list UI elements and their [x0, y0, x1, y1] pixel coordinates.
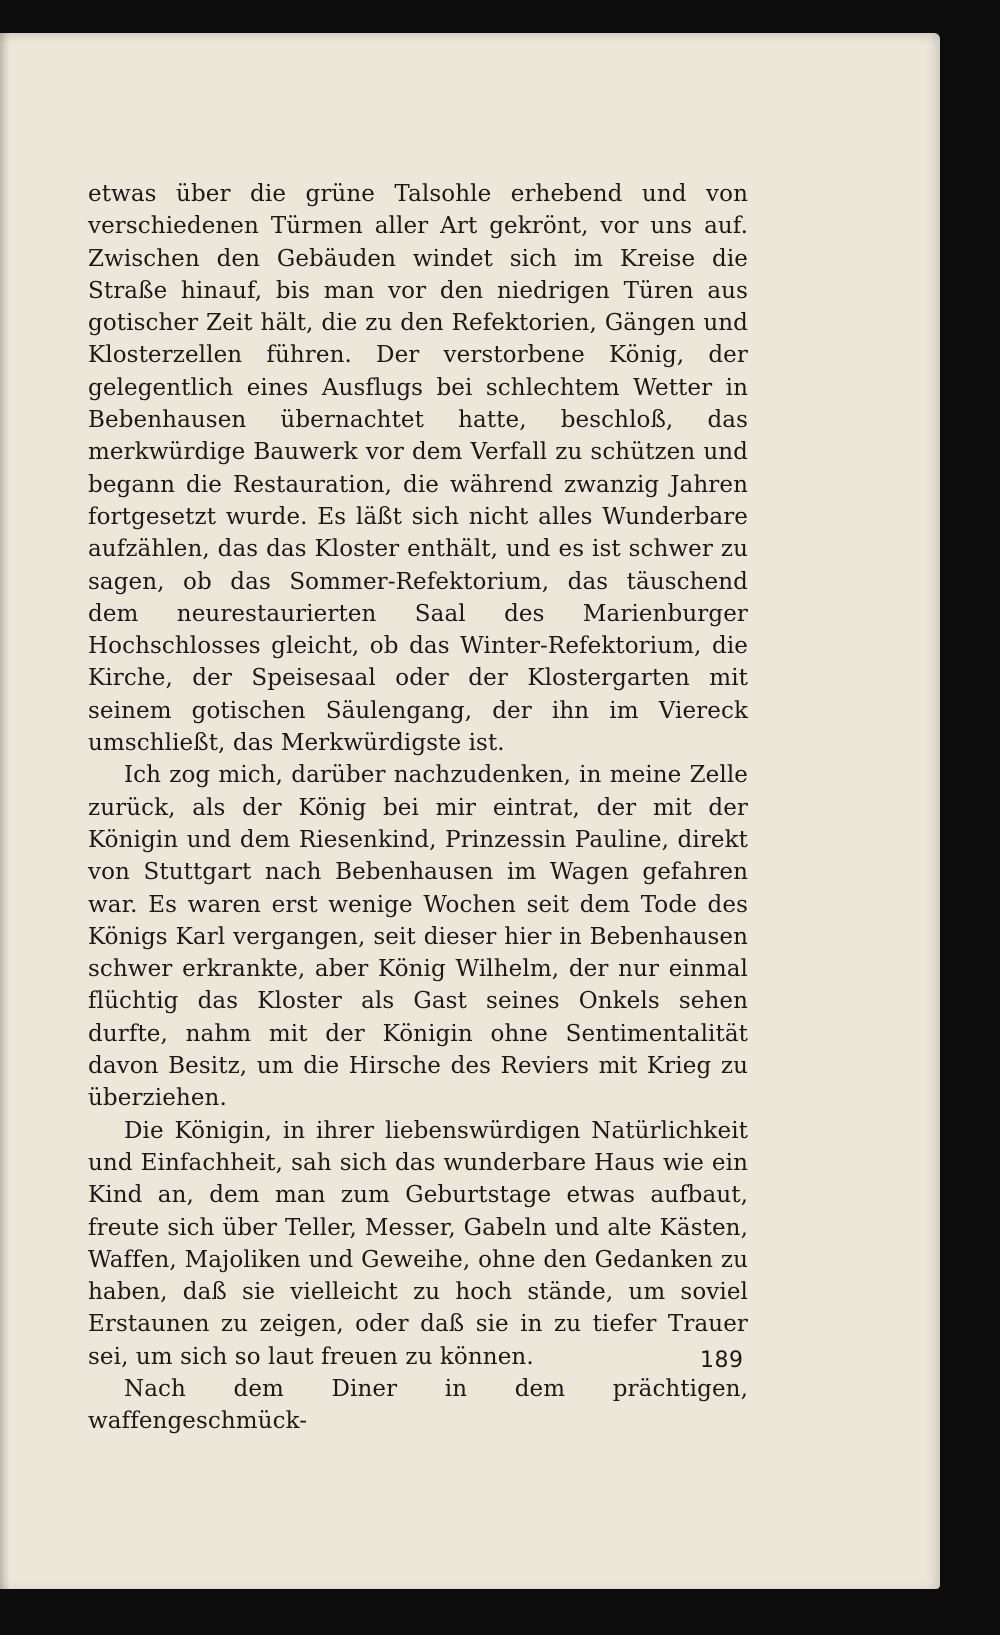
page-number: 189 — [700, 1348, 744, 1373]
body-text — [88, 178, 748, 1438]
paragraph-2: Ich zog mich, darüber nachzudenken, in meine Zelle zurück, als der König bei mir eintrat, der mit der Königin und dem Riesenkind, Prinzessin Pauline, direkt von Stuttgart nach Bebenhausen im Wagen gefahren war. Es waren erst wenige Wochen seit dem Tode des Königs Karl vergangen, seit dieser hier in Bebenhausen schwer erkrankte, aber König Wilhelm, der nur einmal flüchtig das Kloster als Gast seines Onkels sehen durfte, nahm mit der Königin ohne Sentimentalität davon Besitz, um die Hirsche des Reviers mit Krieg zu überziehen. — [88, 762, 748, 1112]
page-gutter-shadow — [0, 33, 10, 1589]
paragraph-3: Die Königin, in ihrer liebenswürdigen Natürlichkeit und Einfachheit, sah sich das wunderbare Haus wie ein Kind an, dem man zum Geburtstage etwas aufbaut, freute sich über Teller, Messer, Gabeln und alte Kästen, Waffen, Majoliken und Geweihe, ohne den Gedanken zu haben, daß sie vielleicht zu hoch stände, um soviel Erstaunen zu zeigen, oder daß sie in zu tiefer Trauer sei, um sich so laut freuen zu können. — [88, 1117, 748, 1370]
paragraph-4: Nach dem Diner in dem prächtigen, waffengeschmück- — [88, 1375, 748, 1435]
paragraph-1: etwas über die grüne Talsohle erhebend und von verschiedenen Türmen aller Art gekrönt, vor uns auf. Zwischen den Gebäuden windet sich im Kreise die Straße hinauf, bis man vor den niedrigen Türen aus gotischer Zeit hält, die zu den Refektorien, Gängen und Klosterzellen führen. Der verstorbene König, der gelegentlich eines Ausflugs bei schlechtem Wetter in Bebenhausen übernachtet hatte, beschloß, das merkwürdige Bauwerk vor dem Verfall zu schützen und begann die Restauration, die während zwanzig Jahren fortgesetzt wurde. Es läßt sich nicht alles Wunderbare aufzählen, das das Kloster enthält, und es ist schwer zu sagen, ob das Sommer-Refektorium, das täuschend dem neurestaurierten Saal des Marienburger Hochschlosses gleicht, ob das Winter-Refektorium, die Kirche, der Speisesaal oder der Klostergarten mit seinem gotischen Säulengang, der ihn im Viereck umschließt, das Merkwürdigste ist. — [88, 181, 748, 757]
